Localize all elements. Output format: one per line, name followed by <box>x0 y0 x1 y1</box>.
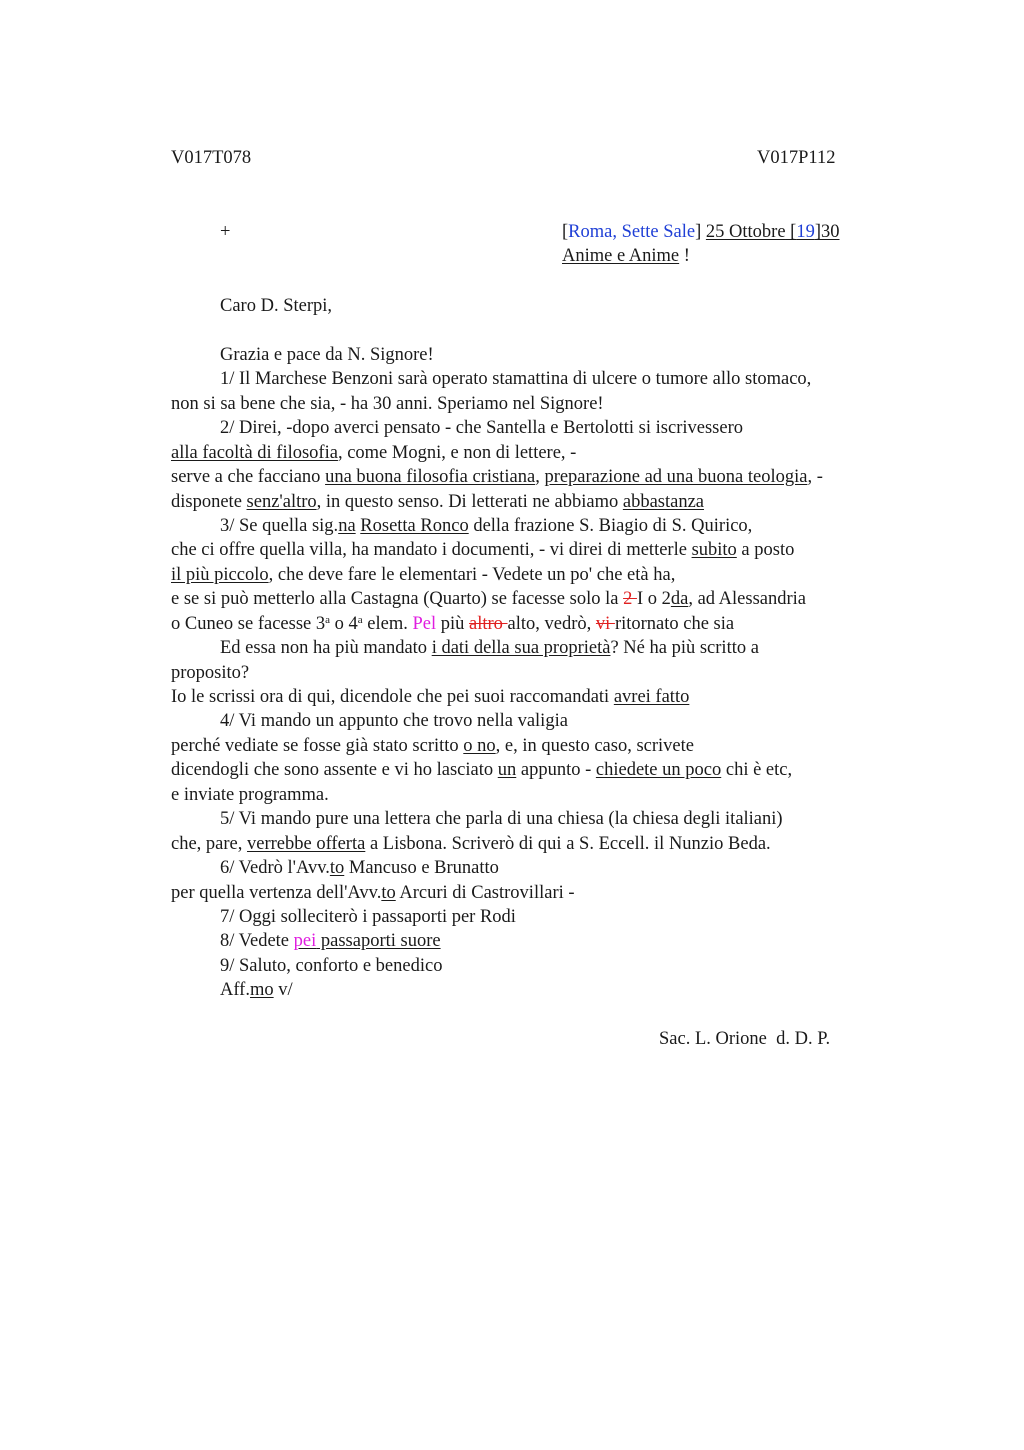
text-run: ritornato che sia <box>614 614 735 634</box>
underlined-text: Rosetta Ronco <box>360 516 469 536</box>
text-run: ? Né ha più scritto a <box>610 638 759 658</box>
underlined-text: i dati della sua proprietà <box>431 638 611 658</box>
deleted-text: altro <box>469 614 508 634</box>
text-run: Ed essa non ha più mandato <box>220 638 432 658</box>
paragraph-2-line-2 <box>171 441 576 465</box>
paragraph-3-line-5 <box>171 612 734 636</box>
superscript: a <box>357 614 363 626</box>
text-run: elem. <box>362 614 413 634</box>
paragraph-5-line-2 <box>171 832 771 856</box>
text-run: 3/ Se quella sig. <box>220 516 339 536</box>
cross-mark: + <box>220 222 231 242</box>
greeting: Grazia e pace da N. Signore! <box>220 345 434 365</box>
text-run: 6/ Vedrò l'Avv. <box>220 858 330 878</box>
text-run: , - <box>807 467 823 487</box>
inserted-text: pei <box>293 931 317 951</box>
paragraph-1-line-2: non si sa bene che sia, - ha 30 anni. Speriamo nel Signore! <box>171 394 604 414</box>
deleted-text: vi <box>595 614 615 634</box>
text-run: alto, vedrò, <box>507 614 596 634</box>
underlined-text: to <box>329 858 345 878</box>
paragraph-7: 7/ Oggi solleciterò i passaporti per Rodi <box>220 907 516 927</box>
underlined-text: avrei fatto <box>613 687 690 707</box>
text-run: Io le scrissi ora di qui, dicendole che pei suoi raccomandati <box>171 687 614 707</box>
underlined-text: o no <box>463 736 496 756</box>
text-run: 8/ Vedete <box>220 931 294 951</box>
underlined-text: preparazione ad una buona teologia <box>544 467 808 487</box>
underlined-text: abbastanza <box>622 492 705 512</box>
paragraph-3-line-1 <box>220 514 752 538</box>
motto: Anime e Anime <box>562 246 680 266</box>
letter-date: 25 Ottobre [19]30 <box>705 222 840 242</box>
text-run: e se si può metterlo alla Castagna (Quarto) se facesse solo la <box>171 589 624 609</box>
superscript: a <box>325 614 331 626</box>
text-run: o 4 <box>330 614 358 634</box>
text-run: , che deve fare le elementari - Vedete un po' che età ha, <box>268 565 676 585</box>
text-run: I o 2 <box>636 589 671 609</box>
text-run: appunto - <box>516 760 596 780</box>
text-run: dicendogli che sono assente e vi ho lasciato <box>171 760 498 780</box>
closing <box>220 978 293 1002</box>
text-run: perché vediate se fosse già stato scritto <box>171 736 464 756</box>
paragraph-6-line-2 <box>171 881 575 905</box>
paragraph-4-line-2 <box>171 734 694 758</box>
text-run: disponete <box>171 492 247 512</box>
date-year-restored: 19 <box>796 222 815 242</box>
document-code-left: V017T078 <box>171 148 252 168</box>
text-run: v/ <box>273 980 293 1000</box>
underlined-text: un <box>497 760 517 780</box>
underlined-text: una buona filosofia cristiana <box>325 467 536 487</box>
underlined-text: mo <box>249 980 274 1000</box>
paragraph-9: 9/ Saluto, conforto e benedico <box>220 956 443 976</box>
paragraph-3-line-6 <box>220 636 759 660</box>
paragraph-4-line-1: 4/ Vi mando un appunto che trovo nella valigia <box>220 711 568 731</box>
paragraph-6-line-1 <box>220 856 499 880</box>
text-run: a Lisbona. Scriverò di qui a S. Eccell. il Nunzio Beda. <box>365 834 771 854</box>
text-run: , e, in questo caso, scrivete <box>495 736 694 756</box>
text-run: , <box>535 467 545 487</box>
paragraph-4-line-4: e inviate programma. <box>171 785 329 805</box>
text-run: Mancuso e Brunatto <box>344 858 499 878</box>
paragraph-2-line-1: 2/ Direi, -dopo averci pensato - che Santella e Bertolotti si iscrivessero <box>220 418 743 438</box>
underlined-text: passaporti suore <box>316 931 441 951</box>
paragraph-3-line-3 <box>171 563 675 587</box>
underlined-text: verrebbe offerta <box>247 834 366 854</box>
text-run: , ad Alessandria <box>688 589 806 609</box>
underlined-text: il più piccolo <box>171 565 269 585</box>
underlined-text: alla facoltà di filosofia <box>171 443 338 463</box>
signature: Sac. L. Orione d. D. P. <box>659 1029 831 1049</box>
text-run: chi è etc, <box>721 760 793 780</box>
text-run: che, pare, <box>171 834 248 854</box>
inserted-text: Pel <box>412 614 437 634</box>
paragraph-8 <box>220 929 441 953</box>
paragraph-3-line-4 <box>171 587 806 611</box>
paragraph-2-line-3 <box>171 465 823 489</box>
motto-line: Anime e Anime ! <box>562 246 690 266</box>
deleted-text: 2 <box>623 589 637 609</box>
underlined-text: chiedete un poco <box>595 760 722 780</box>
text-run: della frazione S. Biagio di S. Quirico, <box>468 516 753 536</box>
place-date-line: [Roma, Sette Sale] 25 Ottobre [19]30 <box>562 222 840 242</box>
underlined-text: subito <box>691 540 737 560</box>
text-run: a posto <box>736 540 795 560</box>
text-run: , in questo senso. Di letterati ne abbiamo <box>316 492 623 512</box>
paragraph-5-line-1: 5/ Vi mando pure una lettera che parla di una chiesa (la chiesa degli italiani) <box>220 809 783 829</box>
paragraph-1-line-1: 1/ Il Marchese Benzoni sarà operato stamattina di ulcere o tumore allo stomaco, <box>220 369 812 389</box>
text-run: , come Mogni, e non di lettere, - <box>337 443 577 463</box>
salutation: Caro D. Sterpi, <box>220 296 333 316</box>
text-run: o Cuneo se facesse 3 <box>171 614 326 634</box>
text-run: Aff. <box>220 980 250 1000</box>
text-run: serve a che facciano <box>171 467 326 487</box>
paragraph-3-line-7: proposito? <box>171 663 250 683</box>
text-run: Arcuri di Castrovillari - <box>395 883 575 903</box>
text-run: che ci offre quella villa, ha mandato i documenti, - vi direi di metterle <box>171 540 692 560</box>
paragraph-2-line-4 <box>171 490 704 514</box>
paragraph-3-line-2 <box>171 538 794 562</box>
paragraph-4-line-3 <box>171 758 792 782</box>
underlined-text: da <box>670 589 689 609</box>
underlined-text: senz'altro <box>246 492 317 512</box>
text-run: per quella vertenza dell'Avv. <box>171 883 382 903</box>
date-year-end: 30 <box>821 222 840 242</box>
underlined-text: na <box>338 516 356 536</box>
underlined-text: to <box>381 883 396 903</box>
place-name: Roma, Sette Sale <box>568 222 696 242</box>
date-day-month: 25 Ottobre <box>705 222 786 242</box>
document-code-right: V017P112 <box>757 148 836 168</box>
text-run: più <box>436 614 470 634</box>
paragraph-3-line-8 <box>171 685 689 709</box>
